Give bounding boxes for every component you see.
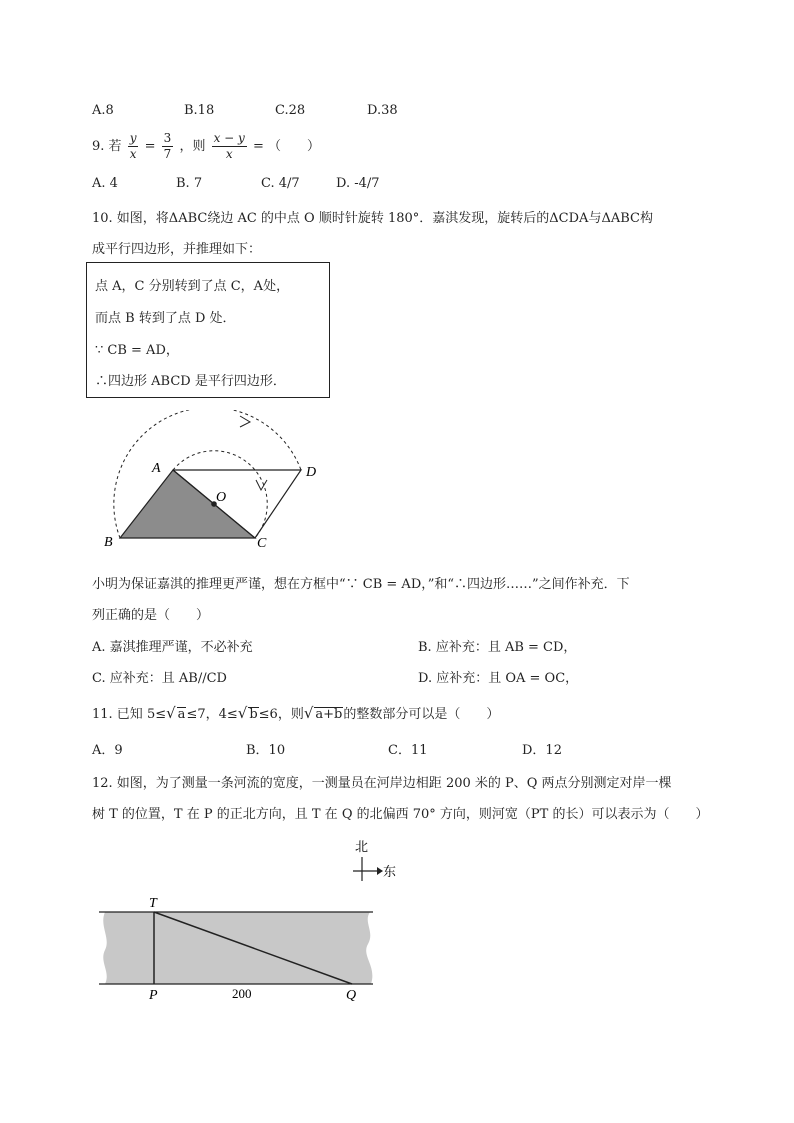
label-b: B <box>104 535 113 550</box>
q9-option-b: B. 7 <box>176 176 203 191</box>
q12-stem-line2: 树 T 的位置，T 在 P 的正北方向，且 T 在 Q 的北偏西 70° 方向，则河宽（PT 的长）可以表示为（ ） <box>92 807 709 822</box>
q11-sqrt-ab: a+b <box>315 707 343 722</box>
q9-prefix: 9. 若 <box>92 139 122 154</box>
q9-fraction-y-over-x: $\frac{y}{x}$ <box>129 131 137 161</box>
q9-fraction-expression: $\frac{x - y}{x}$ <box>213 131 245 161</box>
compass-east-label: 东 <box>383 865 397 880</box>
label-a: A <box>152 461 161 476</box>
q9-fraction-3-over-7: $\frac{3}{7}$ <box>163 131 172 161</box>
q9-option-c: C. 4/7 <box>261 176 300 191</box>
compass-figure <box>345 835 405 885</box>
q11-sqrt-b: b <box>249 707 258 722</box>
q9-equals: = <box>144 139 156 154</box>
q8-option-c: C.28 <box>275 103 306 118</box>
label-d: D <box>306 465 317 480</box>
q10-option-b: B. 应补充：且 AB = CD， <box>418 640 577 655</box>
q8-option-b: B.18 <box>184 103 215 118</box>
q10-box-line4: ∴四边形 ABCD 是平行四边形． <box>95 374 286 389</box>
q11-suffix: 的整数部分可以是（ ） <box>343 707 500 722</box>
label-p: P <box>149 988 158 1003</box>
q10-option-c: C. 应补充：且 AB//CD <box>92 671 227 686</box>
q11-stem <box>92 703 499 722</box>
q10-stem-line1: 10. 如图，将ΔABC绕边 AC 的中点 O 顺时针旋转 180°．嘉淇发现，旋转后的ΔCDA与ΔABC构 <box>92 211 653 226</box>
triangle-abc <box>120 470 255 538</box>
q11-mid1: ≤7，4≤ <box>186 707 238 722</box>
label-t: T <box>149 896 157 911</box>
q10-parallelogram-figure <box>100 410 330 555</box>
q11-option-c: C．11 <box>388 743 428 758</box>
q10-option-a: A. 嘉淇推理严谨，不必补充 <box>92 640 253 655</box>
compass-north-label: 北 <box>355 840 369 855</box>
label-o: O <box>216 490 227 505</box>
q12-stem-line1: 12. 如图，为了测量一条河流的宽度，一测量员在河岸边相距 200 米的 P、Q 两点分别测定对岸一棵 <box>92 776 672 791</box>
sqrt-icon: √ <box>237 704 248 722</box>
q11-option-d: D．12 <box>522 743 562 758</box>
sqrt-icon: √ <box>166 704 176 722</box>
q10-option-d: D. 应补充：且 OA = OC， <box>418 671 579 686</box>
q9-suffix: = （ ） <box>252 139 320 154</box>
q10-box-line1: 点 A，C 分别转到了点 C，A处， <box>95 279 290 294</box>
q9-option-a: A. 4 <box>92 176 118 191</box>
river-figure <box>95 892 385 1004</box>
q10-box-line2: 而点 B 转到了点 D 处． <box>95 311 236 326</box>
q9-mid: ，则 <box>179 139 206 154</box>
q11-prefix: 11. 已知 5≤ <box>92 707 167 722</box>
q10-question-line1: 小明为保证嘉淇的推理更严谨，想在方框中“∵ CB = AD，”和“∴四边形……”之间作补充．下 <box>92 577 630 592</box>
q9-option-d: D. -4/7 <box>336 176 380 191</box>
q8-option-a: A.8 <box>92 103 114 118</box>
distance-label: 200 <box>232 986 252 1001</box>
q11-sqrt-a: a <box>177 707 186 722</box>
q9-stem <box>92 130 320 164</box>
river-area <box>103 912 372 984</box>
q10-stem-line2: 成平行四边形，并推理如下： <box>92 242 262 257</box>
label-c: C <box>257 536 267 551</box>
q10-reasoning-box <box>86 262 330 398</box>
q11-mid2: ≤6，则 <box>258 707 304 722</box>
label-q: Q <box>346 988 357 1003</box>
q11-option-a: A．9 <box>92 743 123 758</box>
q8-option-d: D.38 <box>367 103 398 118</box>
q10-question-line2: 列正确的是（ ） <box>92 608 210 623</box>
q10-box-line3: ∵ CB = AD， <box>95 343 179 358</box>
q11-option-b: B．10 <box>246 743 286 758</box>
arrowhead-outer <box>240 416 250 427</box>
sqrt-icon: √ <box>303 704 314 722</box>
